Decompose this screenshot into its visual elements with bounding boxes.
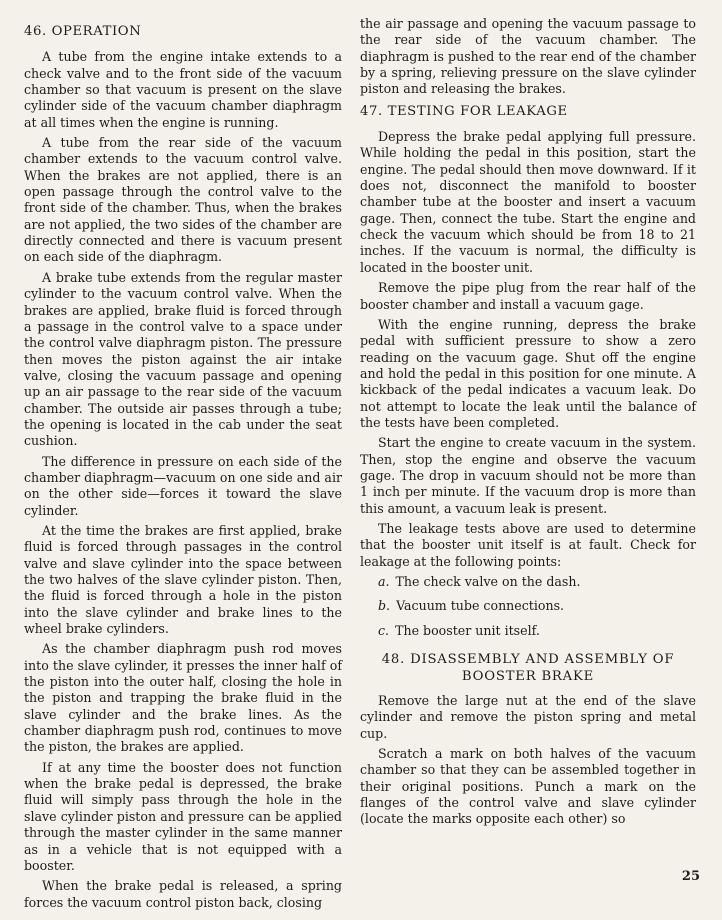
paragraph: The leakage tests above are used to determine that the booster unit itself is at fault. Check for leakage at the following points: xyxy=(360,520,696,569)
paragraph: Scratch a mark on both halves of the vacuum chamber so that they can be assembled together in their original positions. Punch a mark on the flanges of the control valve and slave cylinder (locate the marks opposite each other) so xyxy=(360,746,696,827)
page-number: 25 xyxy=(681,869,700,884)
list-item-text: The booster unit itself. xyxy=(395,622,540,638)
continued-paragraph: the air passage and opening the vacuum passage to the rear side of the vacuum chamber. The diaphragm is pushed to the rear end of the chamber by a spring, relieving pressure on the slave cylinder piston and releasing the brakes. xyxy=(360,16,696,97)
list-marker: c. xyxy=(378,622,390,638)
list-item-text: Vacuum tube connections. xyxy=(396,598,565,614)
paragraph: A tube from the engine intake extends to a check valve and to the front side of the vacuum chamber so that vacuum is present on the slave cylinder side of the vacuum chamber diaphragm at all times when the engine is running. xyxy=(24,49,342,130)
paragraph: At the time the brakes are first applied, brake fluid is forced through passages in the control valve and slave cylinder into the space between the two halves of the slave cylinder piston. Then, the fluid is forced through a hole in the piston into the slave cylinder and brake lines to the wheel brake cylinders. xyxy=(24,522,342,637)
list-item xyxy=(378,623,696,639)
list-item xyxy=(378,598,696,614)
leakage-check-list xyxy=(360,574,696,639)
list-item-text: The check valve on the dash. xyxy=(395,574,581,589)
section-47-heading: 47. TESTING FOR LEAKAGE xyxy=(360,103,568,119)
paragraph: If at any time the booster does not function when the brake pedal is depressed, the brake fluid will simply pass through the hole in the slave cylinder piston and pressure can be applied through the master cylinder in the same manner as in a vehicle that is not equipped with a booster. xyxy=(24,759,342,873)
left-column xyxy=(24,18,342,915)
section-48-heading: 48. DISASSEMBLY AND ASSEMBLY OF BOOSTER BRAKE xyxy=(381,652,675,685)
paragraph: Remove the pipe plug from the rear half of the booster chamber and install a vacuum gage. xyxy=(360,280,696,312)
paragraph: Remove the large nut at the end of the slave cylinder and remove the piston spring and metal cup. xyxy=(360,693,696,741)
paragraph: The difference in pressure on each side of the chamber diaphragm—vacuum on one side and air on the other side—forces it toward the slave cylinder. xyxy=(24,453,342,518)
paragraph: Depress the brake pedal applying full pressure. While holding the pedal in this position, start the engine. The pedal should then move downward. If it does not, disconnect the manifold to booster chamber tube at the booster and insert a vacuum gage. Then, connect the tube. Start the engine and check the vacuum which should be from 18 to 21 inches. If the vacuum is normal, the difficulty is located in the booster unit. xyxy=(360,129,696,275)
list-marker: b. xyxy=(378,598,391,614)
list-item xyxy=(378,574,696,590)
paragraph: With the engine running, depress the brake pedal with sufficient pressure to show a zero reading on the vacuum gage. Shut off the engine and hold the pedal in this position for one minute. A kickback of the pedal indicates a vacuum leak. Do not attempt to locate the leak until the balance of the tests have been completed. xyxy=(360,316,696,430)
paragraph: A tube from the rear side of the vacuum chamber extends to the vacuum control valve. When the brakes are not applied, there is an open passage through the control valve to the front side of the chamber. Thus, when the brakes are not applied, the two sides of the chamber are directly connected and there is vacuum present on each side of the diaphragm. xyxy=(24,135,342,265)
paragraph: As the chamber diaphragm push rod moves into the slave cylinder, it presses the inner half of the piston into the outer half, closing the hole in the piston and trapping the brake fluid in the slave cylinder and the brake lines. As the chamber diaphragm push rod, continues to move the piston, the brakes are applied. xyxy=(24,641,342,755)
section-46-heading: 46. OPERATION xyxy=(24,24,142,39)
paragraph: Start the engine to create vacuum in the system. Then, stop the engine and observe the vacuum gage. The drop in vacuum should not be more than 1 inch per minute. If the vacuum drop is more than this amount, a vacuum leak is present. xyxy=(360,435,696,516)
right-column xyxy=(360,16,696,832)
paragraph: A brake tube extends from the regular master cylinder to the vacuum control valve. When the brakes are applied, brake fluid is forced through a passage in the control valve to a space under the control valve diaphragm piston. The pressure then moves the piston against the air intake valve, closing the vacuum passage and opening up an air passage to the rear side of the vacuum chamber. The outside air passes through a tube; the opening is located in the cab under the seat cushion. xyxy=(24,269,342,449)
list-marker: a. xyxy=(378,574,390,589)
paragraph: When the brake pedal is released, a spring forces the vacuum control piston back, closing xyxy=(24,878,342,910)
